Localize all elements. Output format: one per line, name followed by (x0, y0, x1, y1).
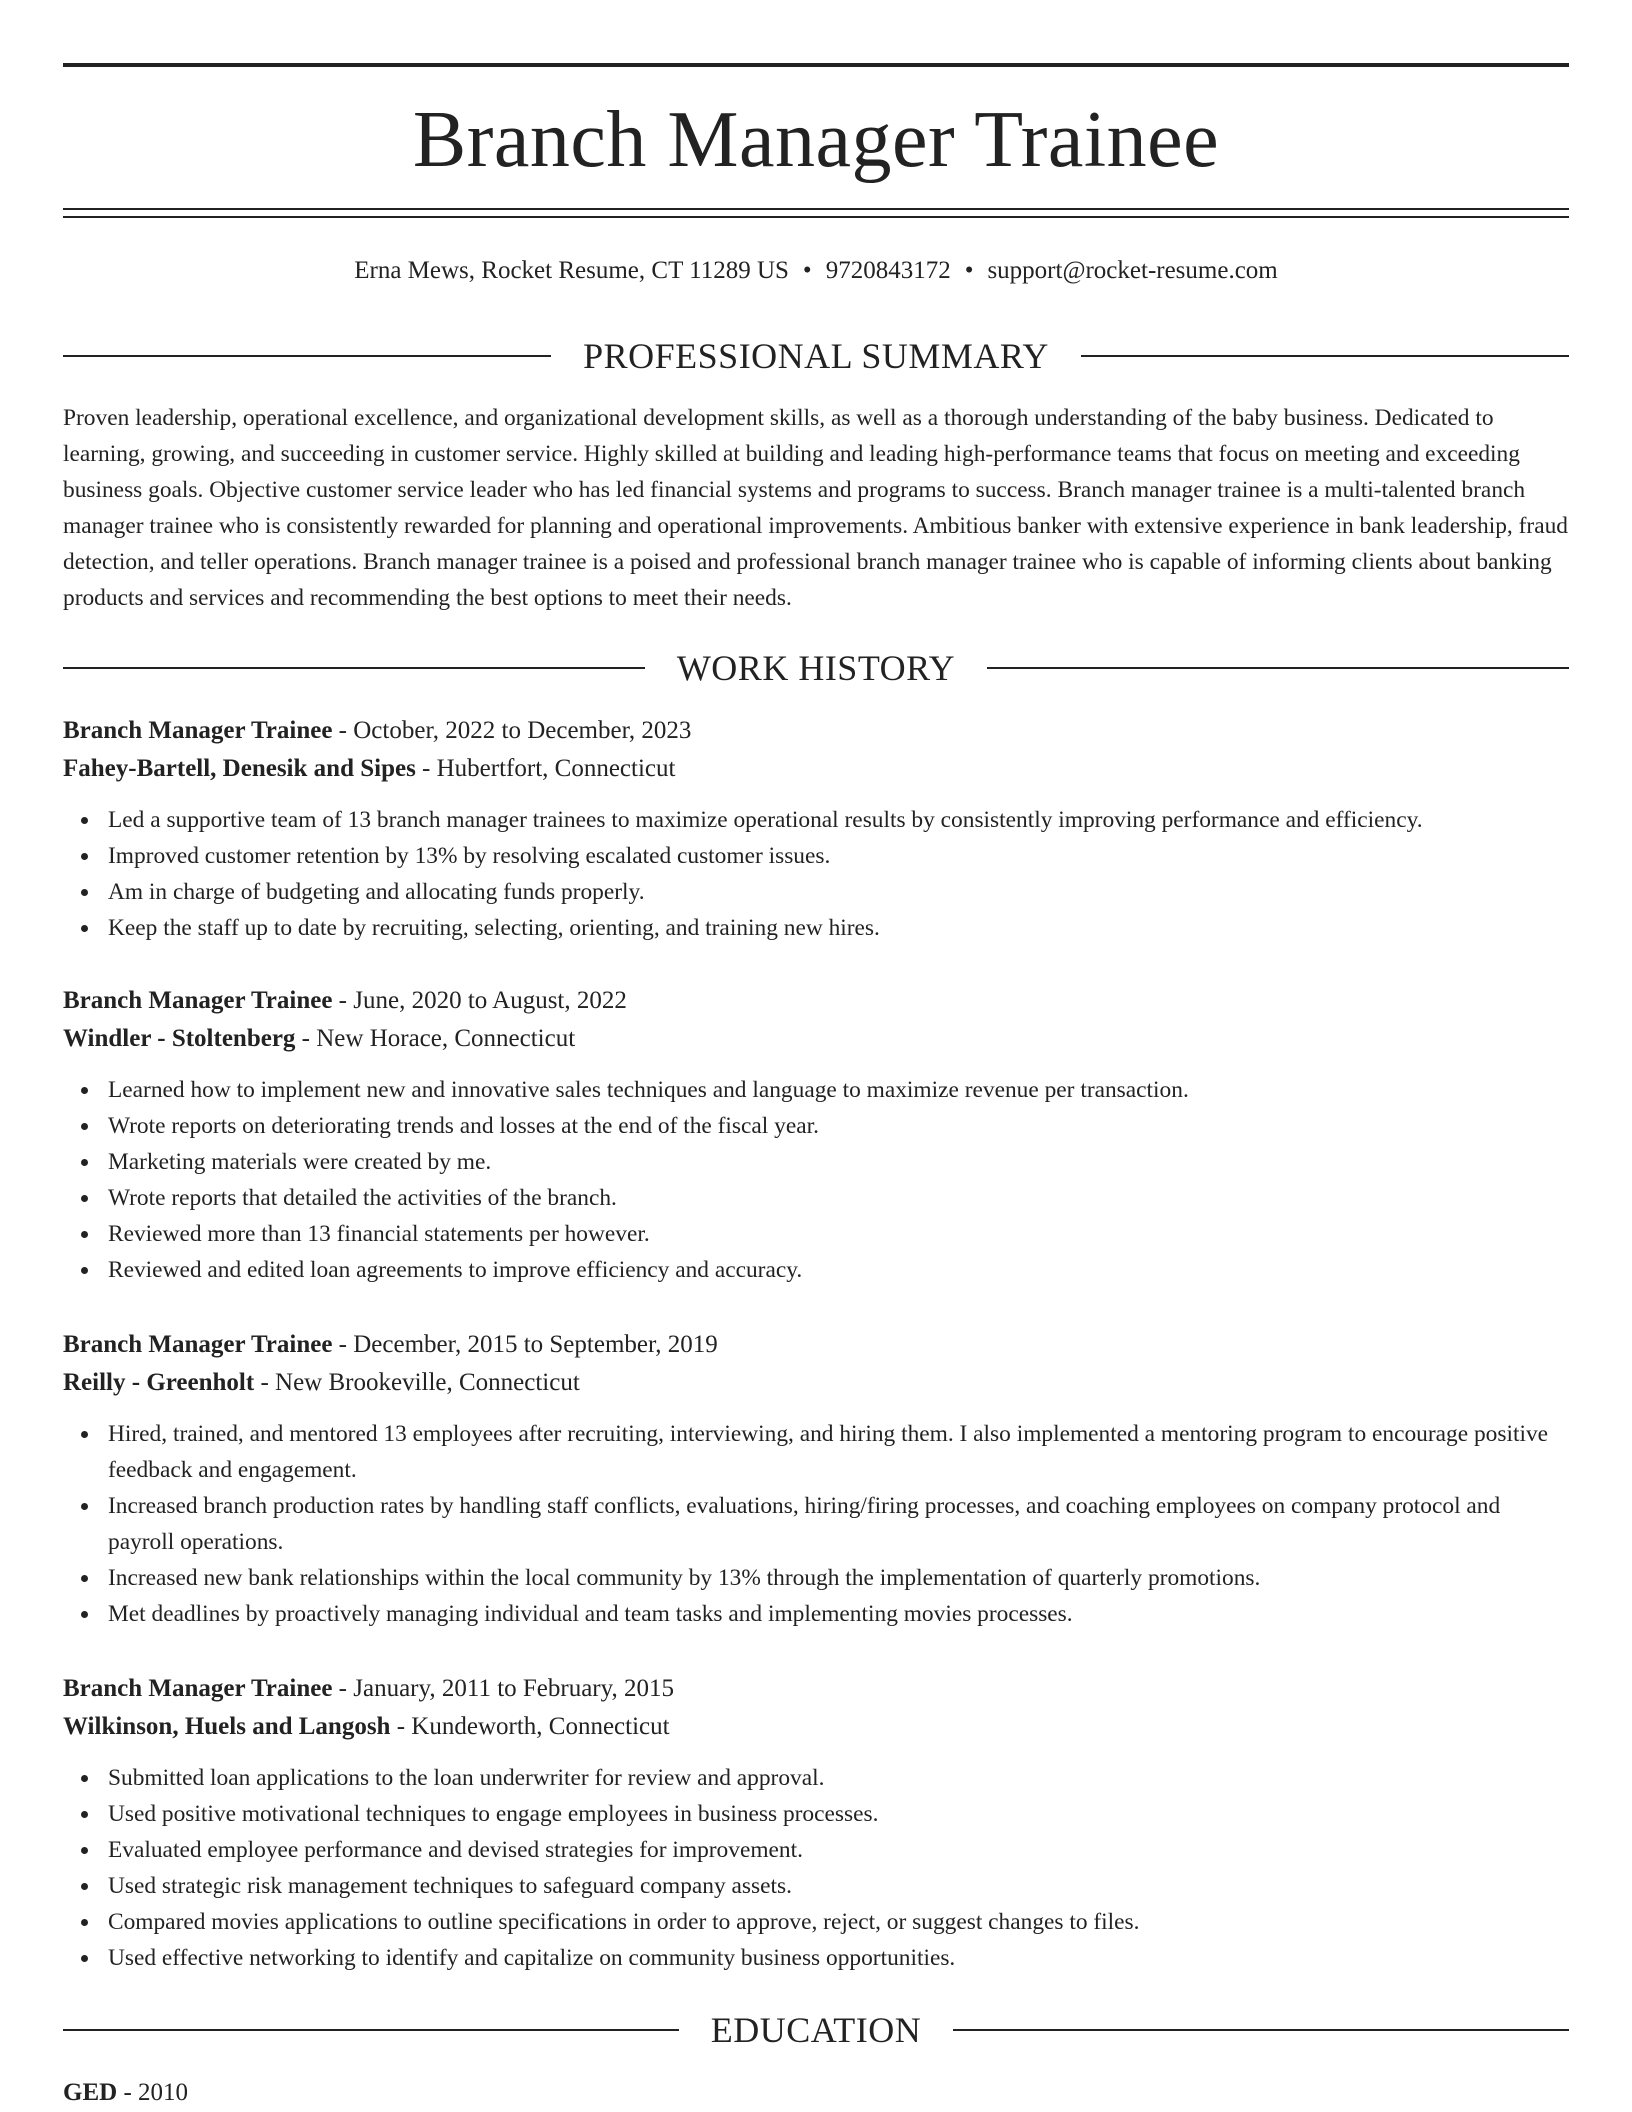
contact-separator: • (802, 257, 812, 284)
list-item: Led a supportive team of 13 branch manager trainees to maximize operational results by consistently improving performance and efficiency. (108, 802, 1569, 838)
title-rule-lower (63, 216, 1569, 218)
list-item: Increased branch production rates by handling staff conflicts, evaluations, hiring/firing processes, and coaching employees on company protocol and payroll operations. (108, 1488, 1569, 1560)
job-entry (63, 712, 1569, 946)
heading-rule-left (63, 667, 645, 669)
heading-rule-left (63, 2029, 679, 2031)
page-title: Branch Manager Trainee (412, 96, 1220, 184)
list-item: Keep the staff up to date by recruiting, selecting, orienting, and training new hires. (108, 910, 1569, 946)
list-item: Wrote reports that detailed the activities of the branch. (108, 1180, 1569, 1216)
list-item: Used effective networking to identify and capitalize on community business opportunities. (108, 1940, 1569, 1976)
title-rule-upper (63, 208, 1569, 210)
job-role: Branch Manager Trainee (63, 1675, 333, 1702)
list-item: Used strategic risk management techniques to safeguard company assets. (108, 1868, 1569, 1904)
job-company: Windler - Stoltenberg (63, 1025, 296, 1052)
contact-email: support@rocket-resume.com (987, 257, 1278, 284)
heading-label: WORK HISTORY (676, 648, 956, 688)
job-company: Reilly - Greenholt (63, 1369, 255, 1396)
job-entry (63, 1326, 1569, 1632)
list-item: Submitted loan applications to the loan underwriter for review and approval. (108, 1760, 1569, 1796)
job-location: - New Brookeville, Connecticut (254, 1369, 580, 1396)
list-item: Evaluated employee performance and devised strategies for improvement. (108, 1832, 1569, 1868)
education-year: - 2010 (117, 2079, 189, 2106)
list-item: Learned how to implement new and innovative sales techniques and language to maximize revenue per transaction. (108, 1072, 1569, 1108)
list-item: Compared movies applications to outline specifications in order to approve, reject, or suggest changes to files. (108, 1904, 1569, 1940)
job-role: Branch Manager Trainee (63, 717, 333, 744)
summary-text: Proven leadership, operational excellence, and organizational development skills, as well as a thorough understanding of the baby business. Dedicated to learning, growing, and succeeding in customer service. Highly skilled at building and leading high-performance teams that focus on meeting and exceeding business goals. Objective customer service leader who has led financial systems and programs to success. Branch manager trainee is a multi-talented branch manager trainee who is consistently rewarded for planning and operational improvements. Ambitious banker with extensive experience in bank leadership, fraud detection, and teller operations. Branch manager trainee is a poised and professional branch manager trainee who is capable of informing clients about banking products and services and recommending the best options to meet their needs. (63, 405, 1568, 611)
list-item: Marketing materials were created by me. (108, 1144, 1569, 1180)
heading-rule-left (63, 355, 551, 357)
job-location: - Hubertfort, Connecticut (415, 755, 676, 782)
job-bullets (63, 802, 1569, 946)
job-company: Fahey-Bartell, Denesik and Sipes (63, 755, 416, 782)
heading-label: EDUCATION (710, 2010, 922, 2050)
list-item: Increased new bank relationships within the local community by 13% through the implementation of quarterly promotions. (108, 1560, 1569, 1596)
list-item: Improved customer retention by 13% by resolving escalated customer issues. (108, 838, 1569, 874)
list-item: Reviewed more than 13 financial statements per however. (108, 1216, 1569, 1252)
job-bullets (63, 1760, 1569, 1976)
list-item: Hired, trained, and mentored 13 employees after recruiting, interviewing, and hiring them. I also implemented a mentoring program to encourage positive feedback and engagement. (108, 1416, 1569, 1488)
job-company: Wilkinson, Huels and Langosh (63, 1713, 391, 1740)
job-bullets (63, 1072, 1569, 1288)
list-item: Met deadlines by proactively managing individual and team tasks and implementing movies processes. (108, 1596, 1569, 1632)
list-item: Used positive motivational techniques to engage employees in business processes. (108, 1796, 1569, 1832)
heading-rule-right (1081, 355, 1569, 357)
contact-line (63, 254, 1569, 288)
job-dates: - October, 2022 to December, 2023 (332, 717, 692, 744)
education-degree: GED (63, 2079, 118, 2106)
heading-rule-right (987, 667, 1569, 669)
job-bullets (63, 1416, 1569, 1632)
list-item: Am in charge of budgeting and allocating funds properly. (108, 874, 1569, 910)
section-heading-summary (63, 334, 1569, 378)
education-entry (63, 2074, 1569, 2112)
list-item: Wrote reports on deteriorating trends and losses at the end of the fiscal year. (108, 1108, 1569, 1144)
job-location: - New Horace, Connecticut (295, 1025, 576, 1052)
contact-separator: • (964, 257, 974, 284)
section-heading-work (63, 646, 1569, 690)
job-role: Branch Manager Trainee (63, 987, 333, 1014)
job-location: - Kundeworth, Connecticut (390, 1713, 670, 1740)
contact-phone: 9720843172 (825, 257, 951, 284)
contact-address: Erna Mews, Rocket Resume, CT 11289 US (354, 257, 789, 284)
job-role: Branch Manager Trainee (63, 1331, 333, 1358)
job-dates: - January, 2011 to February, 2015 (332, 1675, 675, 1702)
job-dates: - December, 2015 to September, 2019 (332, 1331, 718, 1358)
top-rule (63, 63, 1569, 67)
job-entry (63, 982, 1569, 1288)
heading-label: PROFESSIONAL SUMMARY (583, 336, 1049, 376)
job-dates: - June, 2020 to August, 2022 (332, 987, 627, 1014)
section-heading-education (63, 2008, 1569, 2052)
heading-rule-right (953, 2029, 1569, 2031)
job-entry (63, 1670, 1569, 1976)
list-item: Reviewed and edited loan agreements to improve efficiency and accuracy. (108, 1252, 1569, 1288)
